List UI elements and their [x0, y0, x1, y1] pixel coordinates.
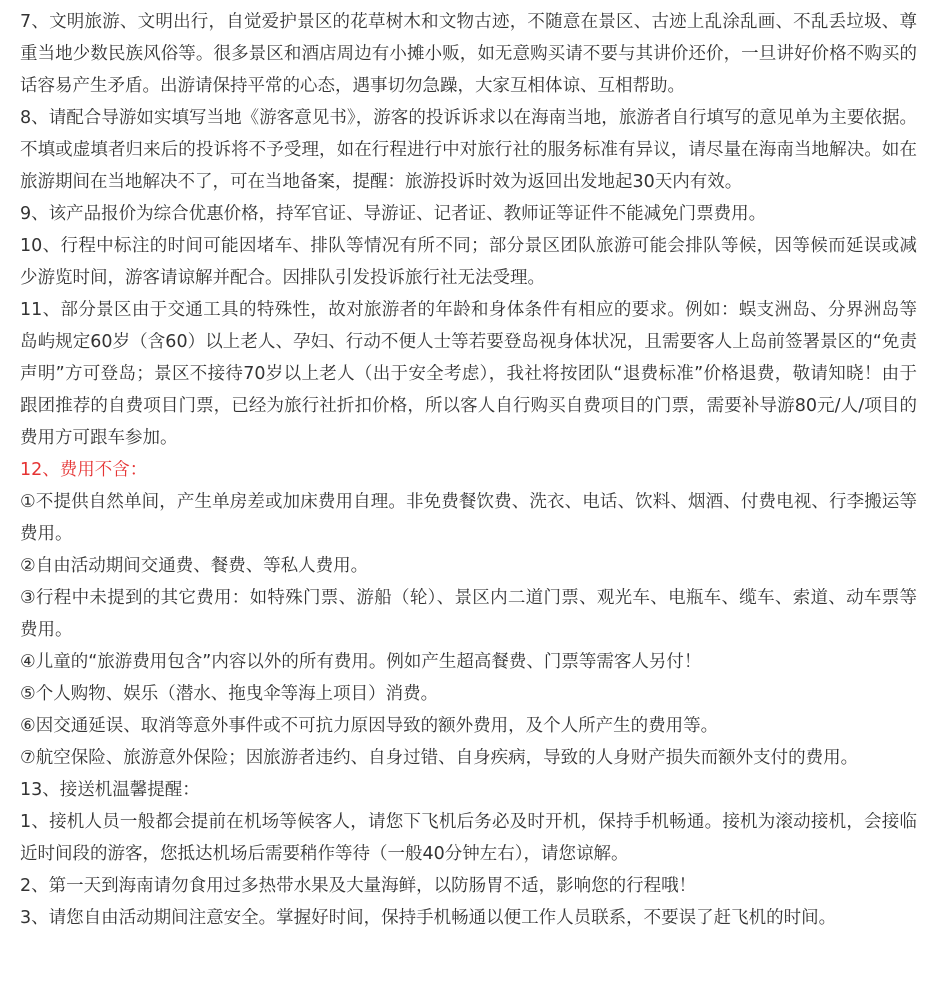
excluded-fees-heading: 12、费用不含：: [20, 460, 148, 480]
transfer-tip-1: 1、接机人员一般都会提前在机场等候客人，请您下飞机后务必及时开机，保持手机畅通。接机为滚动接机，会接临近时间段的游客，您抵达机场后需要稍作等待（一般40分钟左右），请您谅解。: [20, 812, 917, 864]
notice-item-7: 7、文明旅游、文明出行，自觉爱护景区的花草树木和文物古迹，不随意在景区、古迹上乱涂乱画、不乱丢垃圾、尊重当地少数民族风俗等。很多景区和酒店周边有小摊小贩，如无意购买请不要与其讲价还价，一旦讲好价格不购买的话容易产生矛盾。出游请保持平常的心态，遇事切勿急躁，大家互相体谅、互相帮助。: [20, 12, 917, 96]
transfer-tips-heading: 13、接送机温馨提醒：: [20, 780, 200, 800]
excluded-item-7: ⑦航空保险、旅游意外保险；因旅游者违约、自身过错、自身疾病，导致的人身财产损失而额外支付的费用。: [20, 748, 859, 768]
excluded-item-1: ①不提供自然单间，产生单房差或加床费用自理。非免费餐饮费、洗衣、电话、饮料、烟酒、付费电视、行李搬运等费用。: [20, 492, 917, 544]
excluded-item-5: ⑤个人购物、娱乐（潜水、拖曳伞等海上项目）消费。: [20, 684, 439, 704]
excluded-item-4: ④儿童的“旅游费用包含”内容以外的所有费用。例如产生超高餐费、门票等需客人另付！: [20, 652, 702, 672]
notice-item-10: 10、行程中标注的时间可能因堵车、排队等情况有所不同；部分景区团队旅游可能会排队等候，因等候而延误或减少游览时间，游客请谅解并配合。因排队引发投诉旅行社无法受理。: [20, 236, 917, 288]
excluded-item-6: ⑥因交通延误、取消等意外事件或不可抗力原因导致的额外费用，及个人所产生的费用等。: [20, 716, 719, 736]
transfer-tip-3: 3、请您自由活动期间注意安全。掌握好时间，保持手机畅通以便工作人员联系，不要误了赶飞机的时间。: [20, 908, 837, 928]
transfer-tip-2: 2、第一天到海南请勿食用过多热带水果及大量海鲜，以防肠胃不适，影响您的行程哦！: [20, 876, 697, 896]
notice-item-11: 11、部分景区由于交通工具的特殊性，故对旅游者的年龄和身体条件有相应的要求。例如：蜈支洲岛、分界洲岛等岛屿规定60岁（含60）以上老人、孕妇、行动不便人士等若要登岛视身体状况，且需要客人上岛前签署景区的“免责声明”方可登岛；景区不接待70岁以上老人（出于安全考虑），我社将按团队“退费标准”价格退费，敬请知晓！由于跟团推荐的自费项目门票，已经为旅行社折扣价格，所以客人自行购买自费项目的门票，需要补导游80元/人/项目的费用方可跟车参加。: [20, 300, 917, 448]
excluded-item-3: ③行程中未提到的其它费用：如特殊门票、游船（轮）、景区内二道门票、观光车、电瓶车、缆车、索道、动车票等费用。: [20, 588, 917, 640]
notice-item-9: 9、该产品报价为综合优惠价格，持军官证、导游证、记者证、教师证等证件不能减免门票费用。: [20, 204, 767, 224]
notice-item-8: 8、请配合导游如实填写当地《游客意见书》，游客的投诉诉求以在海南当地，旅游者自行填写的意见单为主要依据。不填或虚填者归来后的投诉将不予受理，如在行程进行中对旅行社的服务标准有异议，请尽量在海南当地解决。如在旅游期间在当地解决不了，可在当地备案，提醒：旅游投诉时效为返回出发地起30天内有效。: [20, 108, 917, 192]
excluded-item-2: ②自由活动期间交通费、餐费、等私人费用。: [20, 556, 369, 576]
